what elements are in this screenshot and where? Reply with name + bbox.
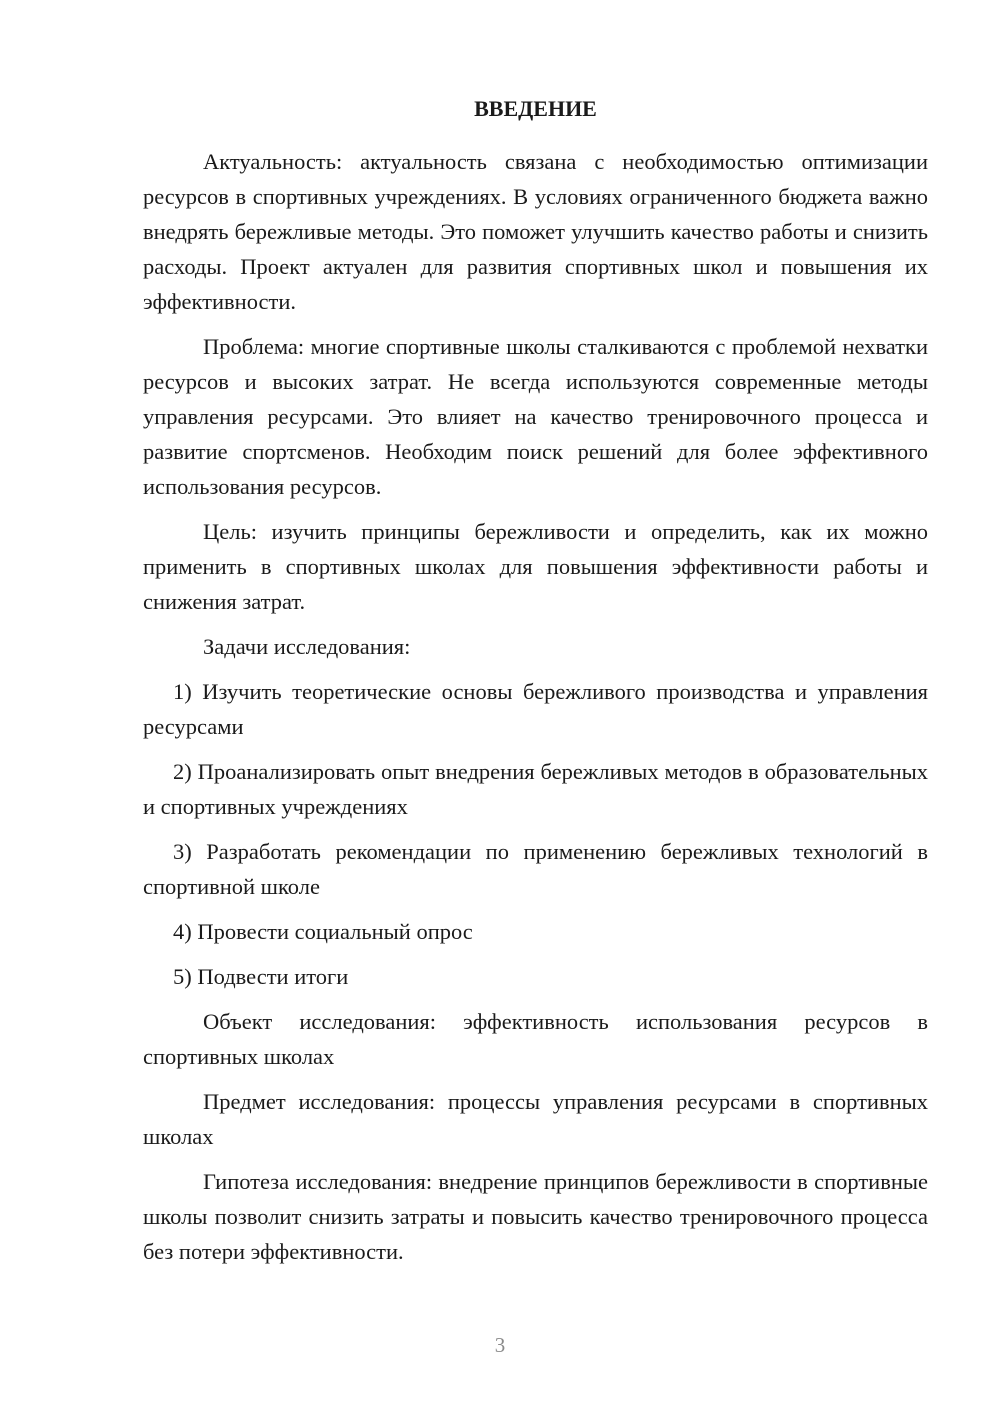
subject-paragraph: Предмет исследования: процессы управления ресурсами в спортивных школах [143,1089,928,1149]
task-item: 4) Провести социальный опрос [173,919,473,944]
task-item: 2) Проанализировать опыт внедрения бережливых методов в образовательных и спортивных учреждениях [143,759,928,819]
object-paragraph: Объект исследования: эффективность использования ресурсов в спортивных школах [143,1009,928,1069]
task-item: 1) Изучить теоретические основы бережливого производства и управления ресурсами [143,679,928,739]
tasks-list [143,674,928,994]
document-page [143,94,928,1279]
document-title: ВВЕДЕНИЕ [474,96,597,121]
goal-paragraph: Цель: изучить принципы бережливости и определить, как их можно применить в спортивных школах для повышения эффективности работы и снижения затрат. [143,519,928,614]
task-item: 5) Подвести итоги [173,964,349,989]
relevance-paragraph: Актуальность: актуальность связана с необходимостью оптимизации ресурсов в спортивных учреждениях. В условиях ограниченного бюджета важно внедрять бережливые методы. Это поможет улучшить качество работы и снизить расходы. Проект актуален для развития спортивных школ и повышения их эффективности. [143,149,928,314]
hypothesis-paragraph: Гипотеза исследования: внедрение принципов бережливости в спортивные школы позволит снизить затраты и повысить качество тренировочного процесса без потери эффективности. [143,1169,928,1264]
tasks-heading: Задачи исследования: [203,634,411,659]
task-item: 3) Разработать рекомендации по применению бережливых технологий в спортивной школе [143,839,928,899]
problem-paragraph: Проблема: многие спортивные школы сталкиваются с проблемой нехватки ресурсов и высоких затрат. Не всегда используются современные методы управления ресурсами. Это влияет на качество тренировочного процесса и развитие спортсменов. Необходим поиск решений для более эффективного использования ресурсов. [143,334,928,499]
page-number: 3 [494,1333,506,1357]
